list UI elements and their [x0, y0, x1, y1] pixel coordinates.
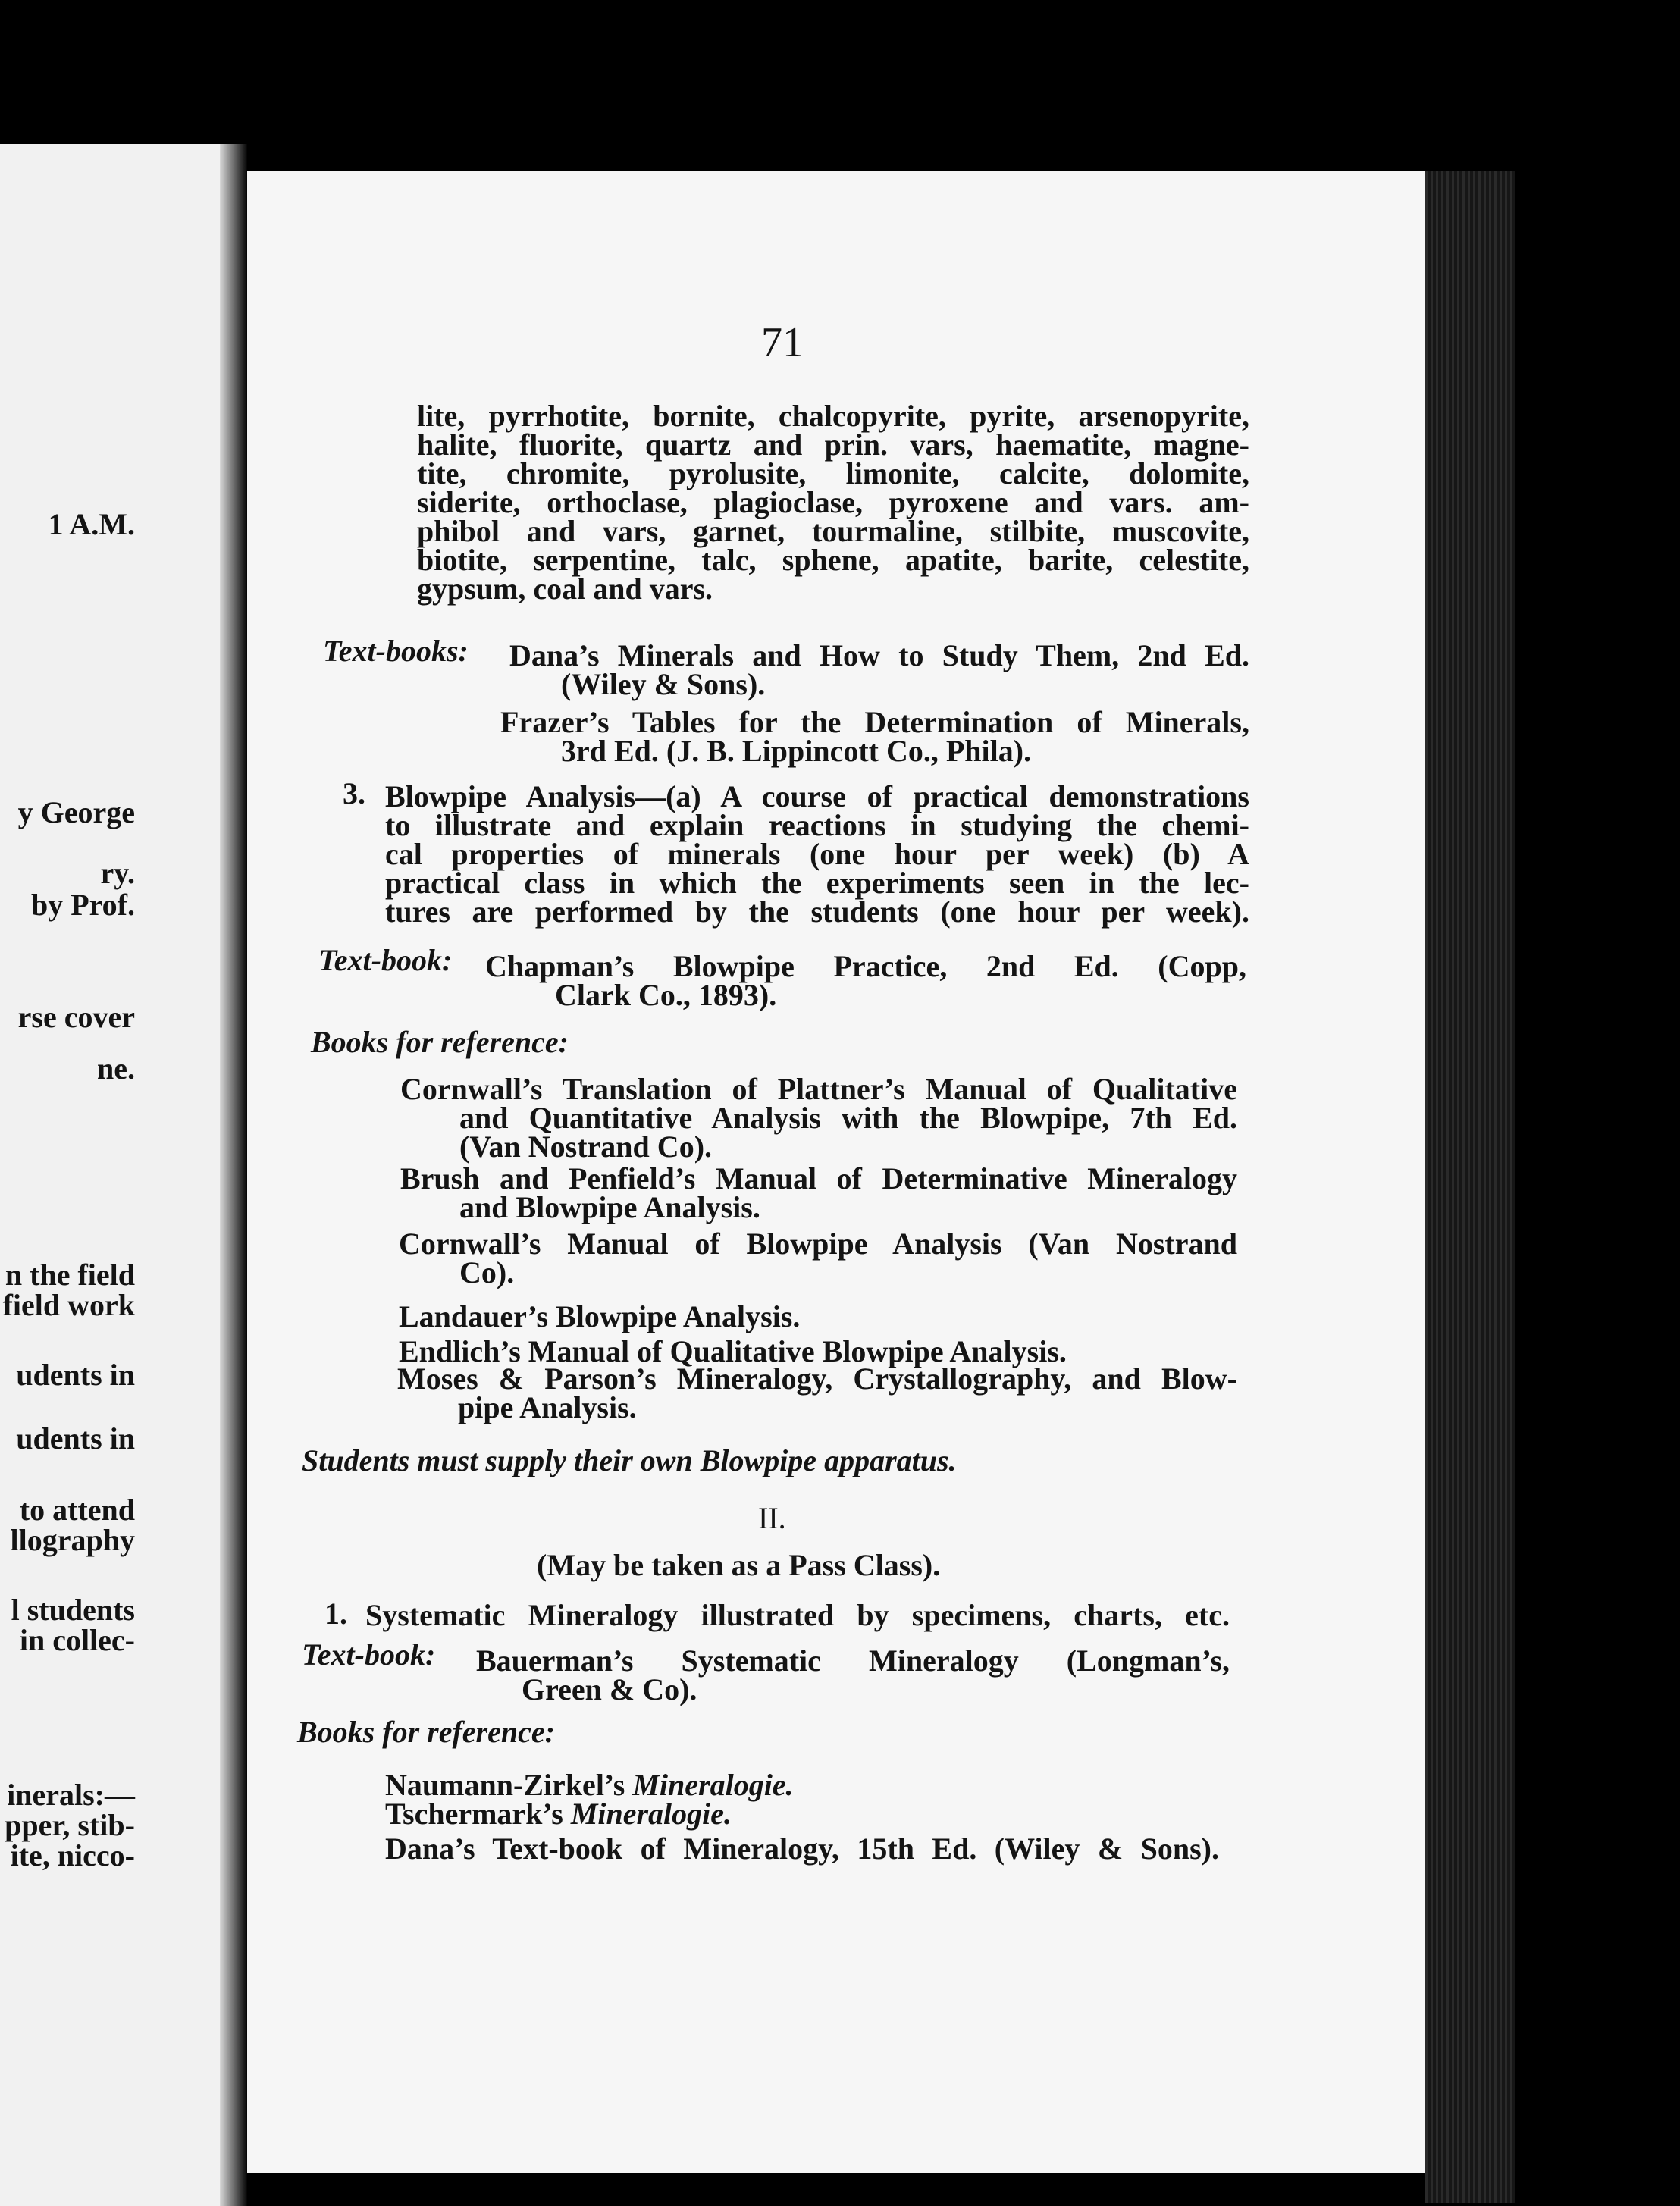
textbook-line: Clark Co., 1893).	[555, 978, 777, 1012]
textbook-entry	[476, 1644, 1230, 1706]
reference-line: Co).	[459, 1255, 515, 1289]
reference-line: pipe Analysis.	[458, 1390, 637, 1424]
left-page-line: rse cover	[17, 1000, 135, 1034]
reference-line: and Quantitative Analysis with the Blowpipe, 7th Ed.	[459, 1101, 1237, 1135]
textbooks-label: Text-books:	[323, 634, 469, 668]
textbook-line: Bauerman’s Systematic Mineralogy (Longman’s,	[476, 1644, 1230, 1678]
reference-label: Books for reference:	[297, 1715, 555, 1749]
reference-title: Mineralogie.	[632, 1768, 794, 1802]
left-page-line: udents in	[16, 1421, 135, 1456]
textbook-line: Dana’s Minerals and How to Study Them, 2nd Ed.	[509, 638, 1249, 672]
blowpipe-line: Blowpipe Analysis—(a) A course of practical demonstrations	[385, 779, 1249, 813]
textbook-line: Green & Co).	[522, 1672, 697, 1706]
blowpipe-number: 3.	[343, 776, 365, 810]
blowpipe-line: tures are performed by the students (one hour per week).	[385, 895, 1249, 929]
left-page-line: llography	[10, 1523, 135, 1557]
reference-entry	[385, 1797, 732, 1831]
page-number: 71	[761, 319, 804, 366]
reference-title: Mineralogie.	[570, 1797, 732, 1831]
apparatus-note: Students must supply their own Blowpipe apparatus.	[302, 1443, 957, 1477]
left-page-line: udents in	[16, 1358, 135, 1392]
blowpipe-line: practical class in which the experiments seen in the lec-	[385, 866, 1249, 900]
minerals-line: siderite, orthoclase, plagioclase, pyroxene and vars. am-	[417, 485, 1249, 519]
reference-entry	[397, 1362, 1237, 1424]
left-page-fragment	[0, 144, 220, 2206]
section-subheading: (May be taken as a Pass Class).	[537, 1548, 941, 1582]
reference-line: (Van Nostrand Co).	[459, 1130, 713, 1164]
left-page-line: l students	[11, 1593, 135, 1627]
blowpipe-paragraph	[385, 779, 1249, 929]
reference-author: Naumann-Zirkel’s	[385, 1768, 633, 1802]
reference-entry	[385, 1768, 794, 1802]
textbook-line: (Wiley & Sons).	[561, 667, 766, 701]
minerals-line: gypsum, coal and vars.	[417, 572, 713, 606]
book-edge	[1425, 171, 1515, 2203]
left-page-line: in collec-	[19, 1623, 135, 1657]
reference-line: Moses & Parson’s Mineralogy, Crystallography, and Blow-	[397, 1362, 1237, 1396]
minerals-line: phibol and vars, garnet, tourmaline, stilbite, muscovite,	[417, 514, 1249, 548]
textbook-entry	[485, 949, 1246, 1012]
item-text	[365, 1598, 1230, 1632]
left-page-line: pper, stib-	[5, 1808, 135, 1842]
reference-entry	[400, 1072, 1237, 1164]
reference-entry: Endlich’s Manual of Qualitative Blowpipe Analysis.	[399, 1334, 1067, 1368]
reference-author: Tschermark’s	[385, 1797, 571, 1831]
textbooks-entry	[500, 705, 1249, 768]
reference-entry	[400, 1161, 1237, 1224]
textbook-line: Chapman’s Blowpipe Practice, 2nd Ed. (Copp,	[485, 949, 1246, 983]
left-page-line: ry.	[100, 856, 135, 890]
minerals-line: biotite, serpentine, talc, sphene, apatite, barite, celestite,	[417, 543, 1249, 577]
section-heading: II.	[758, 1501, 786, 1535]
reference-line: Cornwall’s Translation of Plattner’s Manual of Qualitative	[400, 1072, 1237, 1106]
reference-line: Cornwall’s Manual of Blowpipe Analysis (Van Nostrand	[399, 1227, 1237, 1261]
reference-line: Brush and Penfield’s Manual of Determinative Mineralogy	[400, 1161, 1237, 1195]
item-number: 1.	[324, 1597, 347, 1631]
textbook-line: 3rd Ed. (J. B. Lippincott Co., Phila).	[561, 734, 1032, 768]
minerals-line: lite, pyrrhotite, bornite, chalcopyrite, pyrite, arsenopyrite,	[417, 399, 1249, 433]
left-page-line: y George	[17, 795, 135, 829]
left-page-line: to attend	[19, 1493, 135, 1527]
textbook-line: Frazer’s Tables for the Determination of Minerals,	[500, 705, 1249, 739]
book-gutter	[220, 144, 247, 2206]
left-page-line: field work	[2, 1288, 135, 1322]
textbooks-entry	[509, 638, 1249, 701]
blowpipe-line: to illustrate and explain reactions in studying the chemi-	[385, 808, 1249, 842]
textbook-label: Text-book:	[302, 1637, 436, 1672]
left-page-line: by Prof.	[30, 888, 135, 922]
left-page-line: ite, nicco-	[10, 1838, 135, 1872]
item-line: Systematic Mineralogy illustrated by specimens, charts, etc.	[365, 1598, 1230, 1632]
reference-entry	[385, 1832, 1219, 1866]
reference-line: Dana’s Text-book of Mineralogy, 15th Ed. (Wiley & Sons).	[385, 1832, 1219, 1866]
left-page-line: 1 A.M.	[48, 507, 135, 541]
reference-entry	[399, 1227, 1237, 1289]
blowpipe-line: cal properties of minerals (one hour per week) (b) A	[385, 837, 1249, 871]
reference-entry: Landauer’s Blowpipe Analysis.	[399, 1299, 801, 1333]
minerals-paragraph	[417, 399, 1249, 606]
left-page-line: inerals:—	[7, 1778, 135, 1812]
minerals-line: tite, chromite, pyrolusite, limonite, calcite, dolomite,	[417, 456, 1249, 490]
left-page-line: ne.	[97, 1051, 135, 1086]
reference-label: Books for reference:	[311, 1025, 569, 1059]
reference-line: and Blowpipe Analysis.	[459, 1190, 760, 1224]
left-page-line: n the field	[5, 1258, 135, 1292]
textbook-label: Text-book:	[318, 943, 453, 977]
minerals-line: halite, fluorite, quartz and prin. vars, haematite, magne-	[417, 428, 1249, 462]
